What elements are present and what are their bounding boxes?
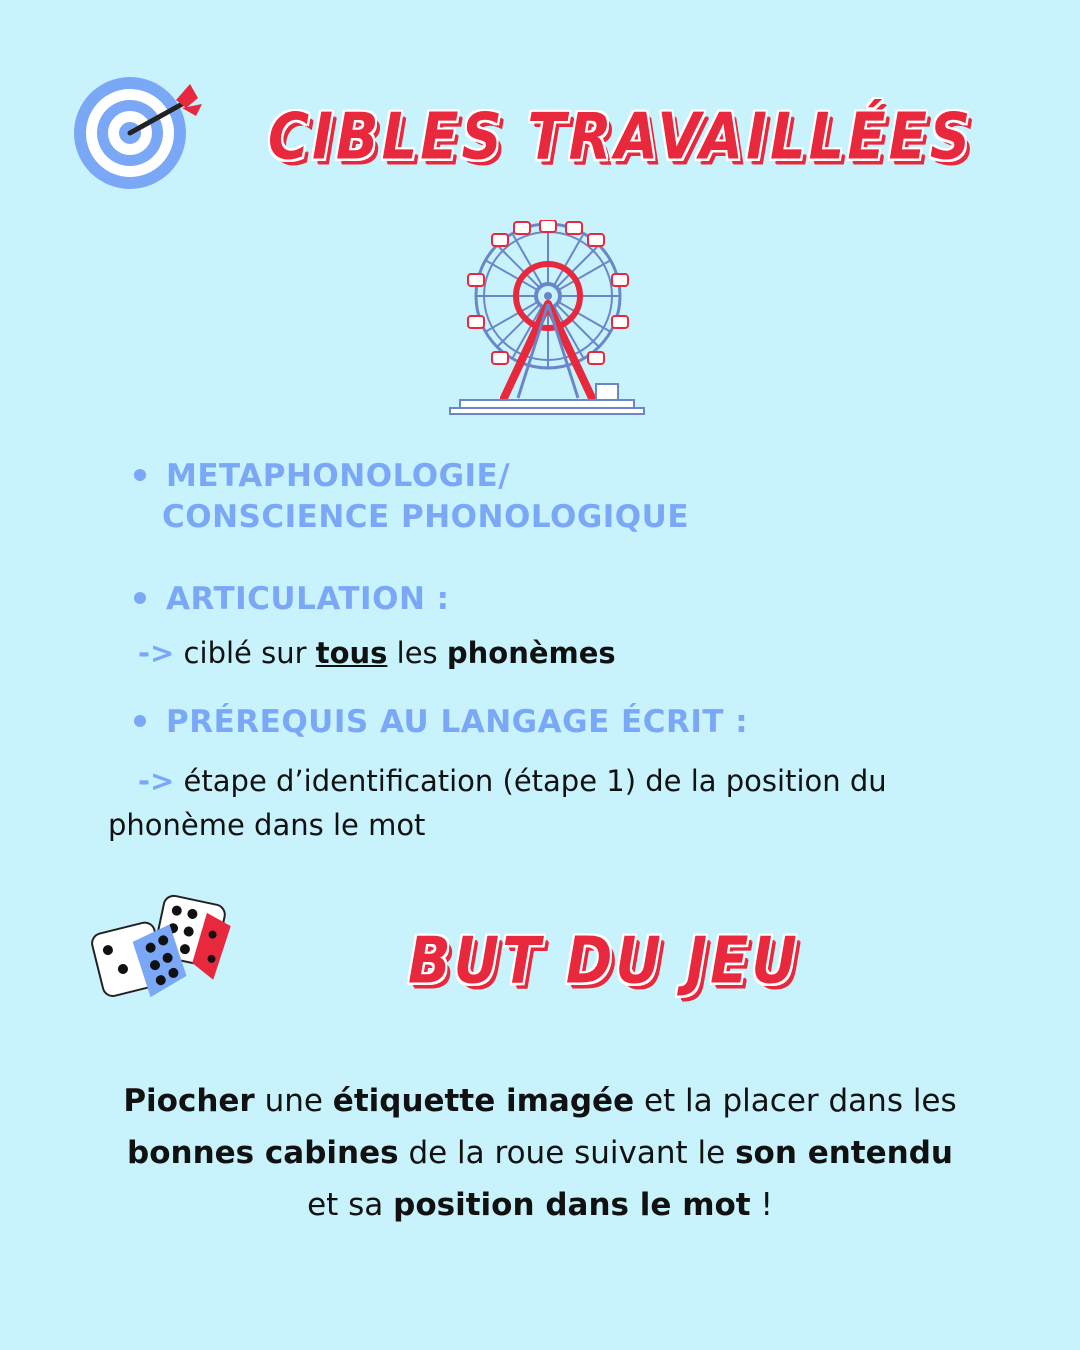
ferris-wheel-icon <box>448 220 648 416</box>
goal-paragraph <box>0 1075 1080 1231</box>
goal-text: et la placer dans les <box>634 1083 957 1119</box>
target-heading: ARTICULATION : <box>166 581 450 617</box>
goal-text: et sa <box>307 1187 394 1223</box>
detail-text: étape d’identification (étape 1) de la position du <box>174 764 887 798</box>
detail-text: phonème dans le mot <box>108 808 426 842</box>
detail-text: les <box>387 636 447 670</box>
target-heading: PRÉREQUIS AU LANGAGE ÉCRIT : <box>166 704 749 740</box>
arrow-icon: -> <box>138 764 175 798</box>
target-detail <box>138 631 616 675</box>
target-detail <box>108 759 988 847</box>
arrow-icon: -> <box>138 636 175 670</box>
goal-text: une <box>254 1083 333 1119</box>
detail-emphasis: phonèmes <box>446 636 616 670</box>
goal-emphasis: position dans le mot <box>393 1187 751 1223</box>
goal-emphasis: Piocher <box>123 1083 255 1119</box>
page-title: CIBLES TRAVAILLÉES <box>268 100 974 175</box>
target-heading: METAPHONOLOGIE/ <box>166 458 511 494</box>
detail-emphasis: tous <box>315 636 388 670</box>
bullet-icon <box>134 592 146 604</box>
goal-emphasis: son entendu <box>735 1135 953 1171</box>
section-title: BUT DU JEU <box>408 924 800 999</box>
target-dart-icon <box>72 76 208 192</box>
goal-text: de la roue suivant le <box>398 1135 736 1171</box>
detail-text: ciblé sur <box>174 636 316 670</box>
target-item-articulation <box>134 579 450 620</box>
goal-text: ! <box>750 1187 773 1223</box>
bullet-icon <box>134 715 146 727</box>
goal-emphasis: bonnes cabines <box>127 1135 399 1171</box>
goal-emphasis: étiquette imagée <box>332 1083 635 1119</box>
target-item-prerequis <box>134 702 748 743</box>
target-heading: CONSCIENCE PHONOLOGIQUE <box>162 499 689 535</box>
target-item-metaphonologie <box>134 456 689 538</box>
bullet-icon <box>134 469 146 481</box>
dice-icon <box>84 892 244 1016</box>
